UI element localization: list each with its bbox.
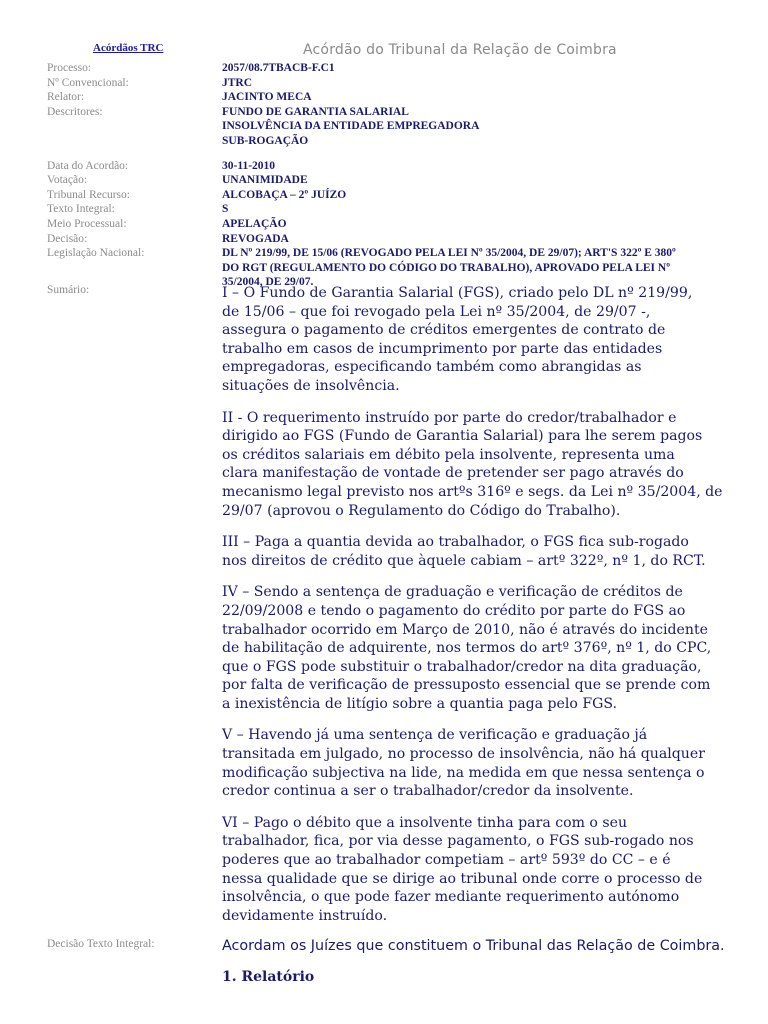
sumario-line: IV – Sendo a sentença de graduação e verificação de créditos de [222, 584, 683, 601]
row-texto-integral [47, 202, 767, 217]
sumario-line: 29/07 (aprovou o Regulamento do Código do Trabalho). [222, 502, 621, 519]
sumario-line: insolvência, o que pode fazer mediante requerimento autónomo [222, 889, 680, 906]
sumario-line: modificação subjectiva na lide, na medida em que nessa sentença o [222, 764, 705, 781]
sumario-paragraph [222, 409, 762, 521]
descritor-item: FUNDO DE GARANTIA SALARIAL [222, 105, 409, 118]
texto-integral-label: Texto Integral: [47, 203, 115, 216]
sumario-line: de habilitação de adquirente, nos termos do artº 376º, nº 1, do CPC, [222, 640, 712, 657]
texto-integral-value: S [222, 203, 229, 216]
meio-label: Meio Processual: [47, 217, 127, 230]
row-tribunal [47, 188, 767, 203]
legislacao-line: DL Nº 219/99, DE 15/06 (REVOGADO PELA LEI Nº 35/2004, DE 29/07); ART'S 322º E 380º [222, 247, 676, 260]
sumario-line: V – Havendo já uma sentença de verificação e graduação já [222, 727, 648, 744]
row-meio [47, 217, 767, 232]
sumario-line: mecanismo legal previsto nos artºs 316º e segs. da Lei nº 35/2004, de [222, 483, 723, 500]
decisao-texto-label: Decisão Texto Integral: [47, 938, 155, 950]
sumario-text [222, 284, 762, 938]
sumario-line: II - O requerimento instruído por parte do credor/trabalhador e [222, 409, 677, 426]
row-data [47, 159, 767, 174]
sumario-line: trabalhador ocorrido em Março de 2010, não é através do incidente [222, 621, 708, 638]
convencional-value: JTRC [222, 76, 253, 89]
convencional-label: Nº Convencional: [47, 76, 129, 89]
meio-value: APELAÇÃO [222, 217, 287, 230]
sumario-line: os créditos salariais em débito pela insolvente, representa uma [222, 446, 675, 463]
relator-value: JACINTO MECA [222, 91, 312, 104]
tribunal-label: Tribunal Recurso: [47, 188, 130, 201]
acordaos-trc-link[interactable]: Acórdãos TRC [93, 42, 164, 54]
descritores-values [222, 105, 767, 149]
votacao-value: UNANIMIDADE [222, 174, 308, 187]
sumario-line: situações de insolvência. [222, 377, 400, 394]
decisao-label: Decisão: [47, 232, 88, 245]
sumario-line: empregadoras, especificando também como abrangidas as [222, 359, 642, 376]
sumario-line: trabalho em casos de incumprimento por parte das entidades [222, 340, 663, 357]
page-title: Acórdão do Tribunal da Relação de Coimbra [303, 42, 617, 58]
sumario-paragraph [222, 814, 762, 926]
sumario-line: devidamente instruído. [222, 907, 388, 924]
descritor-item: INSOLVÊNCIA DA ENTIDADE EMPREGADORA [222, 120, 480, 133]
sumario-paragraph [222, 583, 762, 713]
sumario-label: Sumário: [47, 284, 90, 296]
sumario-line: trabalhador, fica, por via desse pagamento, o FGS sub-rogado nos [222, 833, 694, 850]
relatorio-heading: 1. Relatório [222, 969, 315, 985]
legislacao-line: DO RGT (REGULAMENTO DO CÓDIGO DO TRABALHO), APROVADO PELA LEI Nº [222, 261, 670, 274]
sumario-paragraph [222, 533, 762, 570]
sumario-line: de 15/06 – que foi revogado pela Lei nº 35/2004, de 29/07 -, [222, 303, 651, 320]
sumario-line: nessa qualidade que se dirige ao tribunal onde corre o processo de [222, 870, 703, 887]
sumario-line: por falta de verificação de pressuposto essencial que se prende com [222, 677, 711, 694]
decisao-intro: Acordam os Juízes que constituem o Tribunal das Relação de Coimbra. [222, 938, 725, 954]
sumario-line: assegura o pagamento de créditos emergentes de contrato de [222, 322, 666, 339]
sumario-paragraph [222, 284, 762, 396]
sumario-line: a inexistência de litígio sobre a quantia paga pelo FGS. [222, 695, 618, 712]
sumario-line: 22/09/2008 e tendo o pagamento do crédito por parte do FGS ao [222, 602, 686, 619]
row-descritores [47, 105, 767, 149]
descritor-item: SUB-ROGAÇÃO [222, 134, 309, 147]
sumario-paragraph [222, 726, 762, 800]
data-label: Data do Acordão: [47, 159, 129, 172]
votacao-label: Votação: [47, 174, 88, 187]
sumario-line: transitada em julgado, no processo de insolvência, não há qualquer [222, 746, 705, 763]
sumario-line: nos direitos de crédito que àquele cabiam – artº 322º, nº 1, do RCT. [222, 552, 706, 569]
legislacao-label: Legislação Nacional: [47, 247, 145, 260]
row-processo [47, 61, 767, 76]
row-decisao [47, 232, 767, 247]
data-value: 30-11-2010 [222, 159, 276, 172]
row-convencional [47, 76, 767, 91]
sumario-line: clara manifestação de vontade de pretender ser pago através do [222, 465, 684, 482]
sumario-line: que o FGS pode substituir o trabalhador/credor na dita graduação, [222, 658, 702, 675]
legislacao-line: 35/2004, DE 29/07. [222, 276, 314, 289]
row-relator [47, 90, 767, 105]
sumario-line: I – O Fundo de Garantia Salarial (FGS), criado pelo DL nº 219/99, [222, 285, 693, 301]
processo-label: Processo: [47, 62, 92, 74]
metadata-table [47, 61, 767, 290]
sumario-line: poderes que ao trabalhador competiam – artº 593º do CC – e é [222, 852, 671, 869]
sumario-line: dirigido ao FGS (Fundo de Garantia Salarial) para lhe serem pagos [222, 428, 703, 445]
decisao-value: REVOGADA [222, 232, 289, 245]
spacer [47, 149, 767, 159]
row-votacao [47, 173, 767, 188]
processo-value: 2057/08.7TBACB-F.C1 [222, 62, 335, 74]
sumario-line: VI – Pago o débito que a insolvente tinha para com o seu [222, 814, 628, 831]
sumario-line: credor continua a ser o trabalhador/credor da insolvente. [222, 783, 634, 800]
sumario-line: III – Paga a quantia devida ao trabalhador, o FGS fica sub-rogado [222, 534, 689, 551]
relator-label: Relator: [47, 91, 85, 104]
tribunal-value: ALCOBAÇA – 2º JUÍZO [222, 188, 347, 201]
descritores-label: Descritores: [47, 105, 103, 118]
